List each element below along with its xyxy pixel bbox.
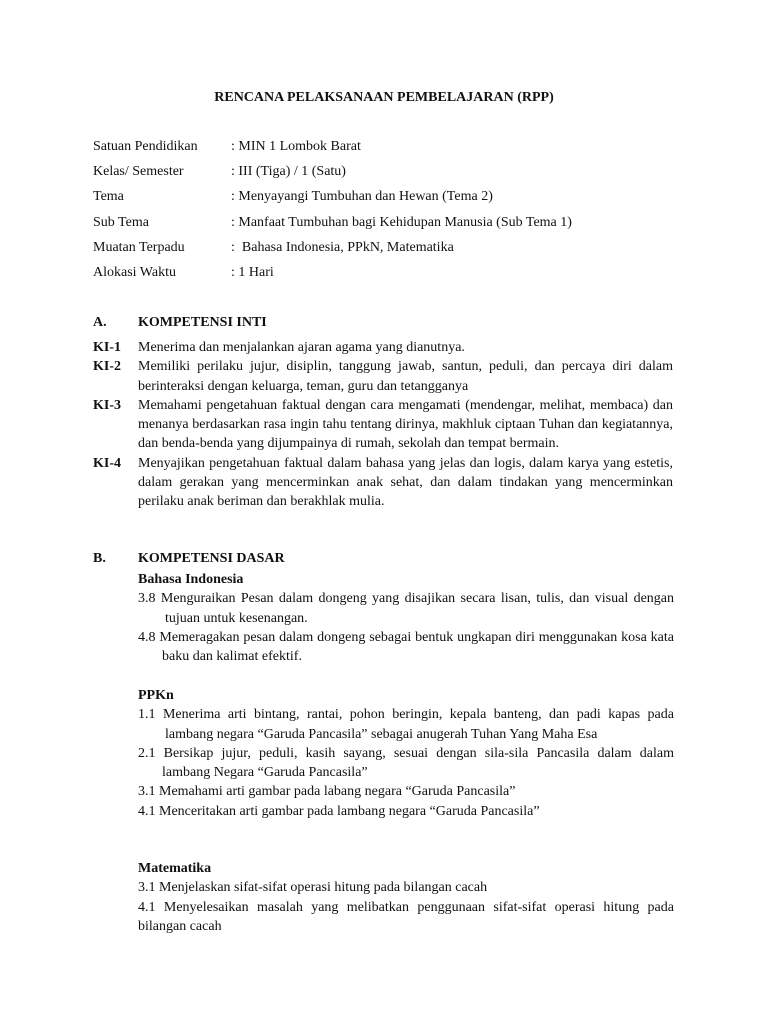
- identity-label: Muatan Terpadu: [93, 239, 185, 255]
- competence-item: 4.8 Memeragakan pesan dalam dongeng sebagai bentuk ungkapan diri menggunakan kosa kata baku dan kalimat efektif.: [138, 629, 674, 665]
- competence-item: 3.8 Menguraikan Pesan dalam dongeng yang disajikan secara lisan, tulis, dan visual dengan tujuan untuk kesenangan.: [138, 591, 674, 626]
- competence-item: 3.1 Memahami arti gambar pada labang negara “Garuda Pancasila”: [138, 784, 516, 800]
- core-competence-list: [93, 338, 673, 512]
- identity-value: : Bahasa Indonesia, PPkN, Matematika: [231, 239, 454, 255]
- identity-label: Kelas/ Semester: [93, 164, 184, 180]
- section-letter: A.: [93, 315, 107, 330]
- competence-item: 3.1 Menjelaskan sifat-sifat operasi hitung pada bilangan cacah: [138, 880, 488, 896]
- section-title: KOMPETENSI DASAR: [138, 551, 285, 566]
- identity-value: : MIN 1 Lombok Barat: [231, 139, 361, 154]
- competence-item: 4.1 Menceritakan arti gambar pada lambang negara “Garuda Pancasila”: [138, 803, 540, 819]
- identity-value: : Menyayangi Tumbuhan dan Hewan (Tema 2): [231, 189, 493, 205]
- competence-text: Menerima dan menjalankan ajaran agama yang dianutnya.: [138, 340, 465, 355]
- competence-code: KI-3: [93, 397, 121, 413]
- core-competence-item: [93, 454, 673, 512]
- identity-row: [93, 139, 572, 164]
- identity-value: : III (Tiga) / 1 (Satu): [231, 164, 346, 180]
- competence-text: Memiliki perilaku jujur, disiplin, tanggung jawab, santun, peduli, dan percaya diri dalam berinteraksi dengan keluarga, teman, guru dan tetangganya: [138, 359, 673, 394]
- identity-value: : Manfaat Tumbuhan bagi Kehidupan Manusia (Sub Tema 1): [231, 214, 572, 230]
- subject-title: Bahasa Indonesia: [138, 572, 244, 587]
- basic-competence-bahasa: [138, 570, 674, 666]
- competence-text: Memahami pengetahuan faktual dengan cara mengamati (mendengar, melihat, membaca) dan menanya berdasarkan rasa ingin tahu tentang dirinya, makhluk ciptaan Tuhan dan kegiatannya, dan benda-benda yang dijumpainya di rumah, sekolah dan tempat bermain.: [138, 397, 673, 452]
- core-competence-item: [93, 396, 673, 454]
- identity-row: [93, 265, 572, 290]
- identity-label: Satuan Pendidikan: [93, 139, 198, 154]
- identity-label: Tema: [93, 189, 124, 205]
- identity-row: [93, 215, 572, 240]
- competence-code: KI-2: [93, 359, 121, 375]
- identity-table: [93, 139, 572, 290]
- subject-title: Matematika: [138, 861, 212, 876]
- section-b-heading: [93, 551, 285, 567]
- identity-label: Sub Tema: [93, 214, 149, 230]
- identity-label: Alokasi Waktu: [93, 264, 176, 280]
- identity-row: [93, 240, 572, 265]
- competence-code: KI-1: [93, 340, 121, 355]
- identity-row: [93, 164, 572, 189]
- identity-row: [93, 189, 572, 214]
- section-letter: B.: [93, 551, 106, 566]
- page-title: RENCANA PELAKSANAAN PEMBELAJARAN (RPP): [214, 90, 554, 105]
- competence-item: 2.1 Bersikap jujur, peduli, kasih sayang, sesuai dengan sila-sila Pancasila dalam dalam lambang Negara “Garuda Pancasila”: [138, 745, 674, 781]
- basic-competence-ppkn: [138, 686, 674, 821]
- subject-title: PPKn: [138, 688, 174, 703]
- competence-text: Menyajikan pengetahuan faktual dalam bahasa yang jelas dan logis, dalam karya yang estetis, dalam gerakan yang mencerminkan anak sehat, dan dalam tindakan yang mencerminkan perilaku anak beriman dan berakhlak mulia.: [138, 455, 673, 510]
- section-a-heading: [93, 315, 267, 331]
- section-title: KOMPETENSI INTI: [138, 315, 267, 330]
- competence-item: 4.1 Menyelesaikan masalah yang melibatkan penggunaan sifat-sifat operasi hitung pada bilangan cacah: [138, 899, 674, 934]
- core-competence-item: [93, 357, 673, 396]
- basic-competence-matematika: [138, 859, 674, 936]
- identity-value: : 1 Hari: [231, 264, 274, 280]
- competence-item: 1.1 Menerima arti bintang, rantai, pohon beringin, kepala banteng, dan padi kapas pada lambang negara “Garuda Pancasila” sebagai anugerah Tuhan Yang Maha Esa: [138, 707, 674, 742]
- competence-code: KI-4: [93, 455, 121, 471]
- core-competence-item: [93, 338, 673, 357]
